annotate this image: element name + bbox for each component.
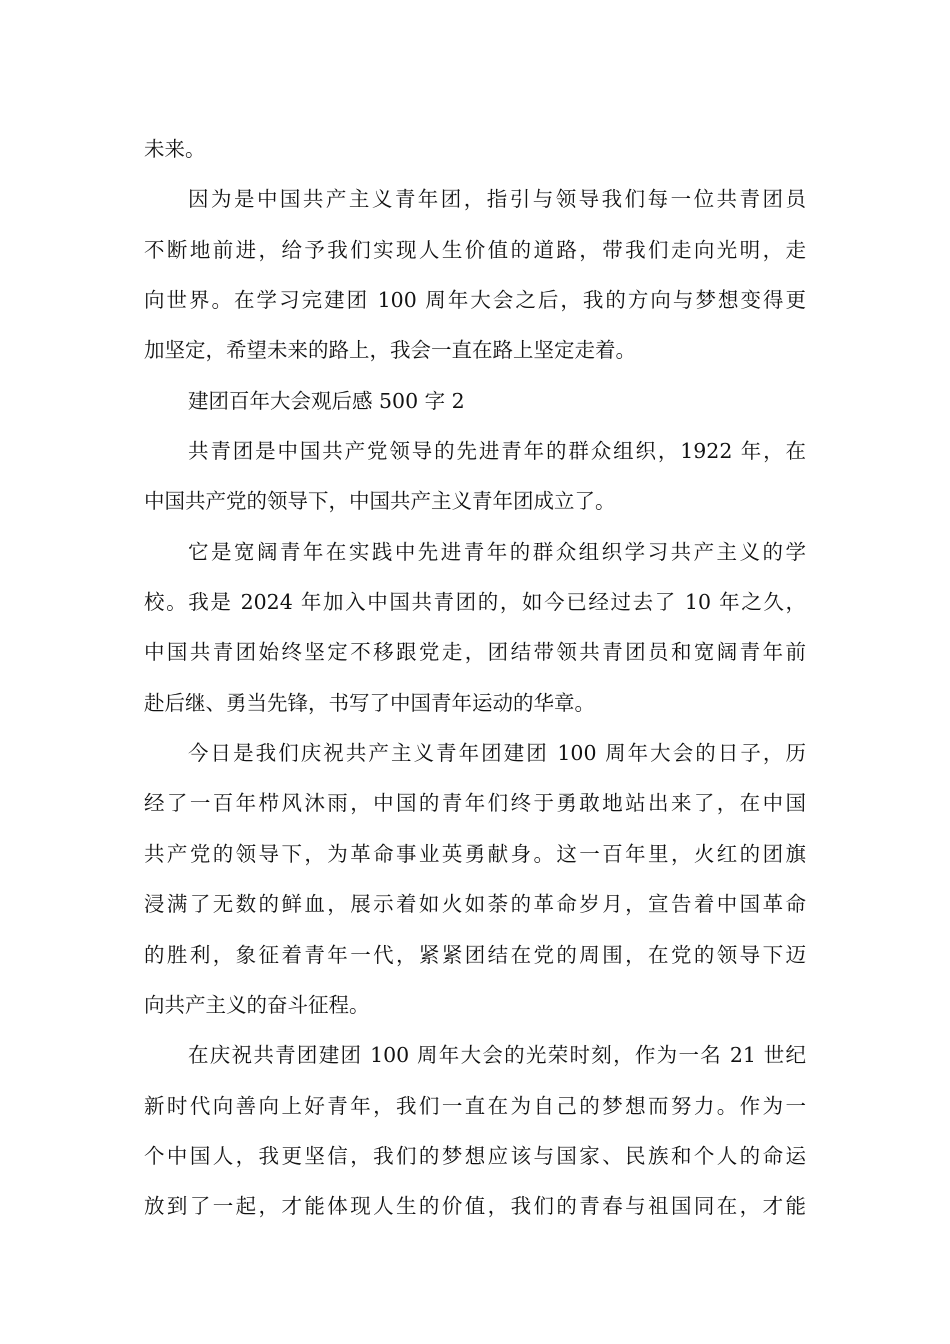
text-line: 的胜利，象征着青年一代，紧紧团结在党的周围，在党的领导下迈 — [144, 942, 806, 967]
text-line: 因为是中国共产主义青年团，指引与领导我们每一位共青团员 — [188, 187, 806, 212]
text-line: 校。我是 2024 年加入中国共青团的，如今已经过去了 10 年之久， — [144, 590, 806, 615]
text-line: 共产党的领导下，为革命事业英勇献身。这一百年里，火红的团旗 — [144, 841, 806, 866]
text-line: 未来。 — [144, 137, 206, 161]
text-line: 不断地前进，给予我们实现人生价值的道路，带我们走向光明，走 — [144, 237, 806, 262]
text-line: 它是宽阔青年在实践中先进青年的群众组织学习共产主义的学 — [188, 539, 806, 564]
section-heading: 建团百年大会观后感 500 字 2 — [188, 388, 465, 413]
text-line: 中国共青团始终坚定不移跟党走，团结带领共青团员和宽阔青年前 — [144, 640, 806, 665]
document-body — [144, 124, 806, 1232]
text-line: 中国共产党的领导下，中国共产主义青年团成立了。 — [144, 489, 616, 514]
document-page — [144, 124, 806, 1232]
text-line: 向共产主义的奋斗征程。 — [144, 992, 370, 1017]
text-line: 浸满了无数的鲜血，展示着如火如荼的革命岁月，宣告着中国革命 — [144, 892, 806, 917]
text-line: 共青团是中国共产党领导的先进青年的群众组织，1922 年，在 — [188, 439, 806, 464]
text-line: 在庆祝共青团建团 100 周年大会的光荣时刻，作为一名 21 世纪 — [188, 1043, 806, 1068]
text-line: 今日是我们庆祝共产主义青年团建团 100 周年大会的日子，历 — [188, 741, 806, 766]
text-line: 赴后继、勇当先锋，书写了中国青年运动的华章。 — [144, 690, 595, 715]
text-line: 放到了一起，才能体现人生的价值，我们的青春与祖国同在，才能 — [144, 1194, 806, 1219]
text-line: 新时代向善向上好青年，我们一直在为自己的梦想而努力。作为一 — [144, 1093, 806, 1118]
text-line: 加坚定，希望未来的路上，我会一直在路上坚定走着。 — [144, 338, 636, 363]
text-line: 向世界。在学习完建团 100 周年大会之后，我的方向与梦想变得更 — [144, 288, 806, 313]
text-line: 个中国人，我更坚信，我们的梦想应该与国家、民族和个人的命运 — [144, 1143, 806, 1168]
text-line: 经了一百年栉风沐雨，中国的青年们终于勇敢地站出来了，在中国 — [144, 791, 806, 816]
